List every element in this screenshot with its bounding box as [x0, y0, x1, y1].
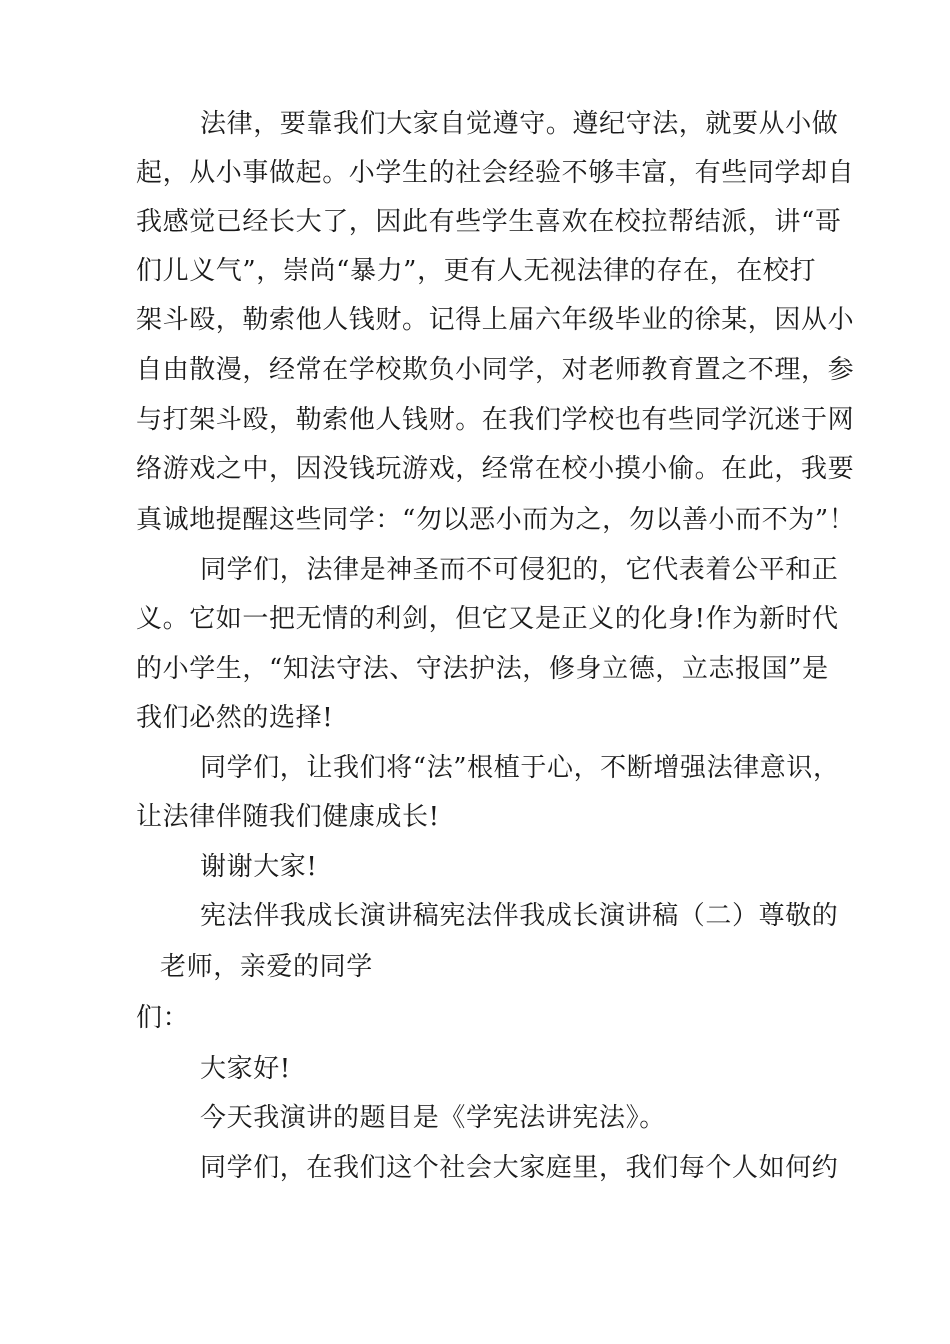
text-line: 让法律伴随我们健康成长! — [136, 802, 440, 832]
text-line: 宪法伴我成长演讲稿宪法伴我成长演讲稿（二）尊敬的 — [200, 901, 839, 931]
text-line: 们儿义气”，崇尚“暴力”，更有人无视法律的存在，在校打 — [136, 256, 817, 286]
text-line: 谢谢大家! — [200, 852, 318, 882]
text-line: 络游戏之中，因没钱玩游戏，经常在校小摸小偷。在此，我要 — [136, 454, 855, 484]
text-line: 今天我演讲的题目是《学宪法讲宪法》。 — [200, 1103, 666, 1133]
text-line: 同学们，法律是神圣而不可侵犯的，它代表着公平和正 — [200, 555, 839, 585]
text-line: 起，从小事做起。小学生的社会经验不够丰富，有些同学却自 — [136, 158, 855, 188]
text-line: 大家好! — [200, 1054, 291, 1084]
text-line: 法律，要靠我们大家自觉遵守。遵纪守法，就要从小做 — [200, 109, 839, 139]
text-line: 的小学生，“知法守法、守法护法，修身立德，立志报国”是 — [136, 654, 829, 684]
text-line: 与打架斗殴，勒索他人钱财。在我们学校也有些同学沉迷于网 — [136, 405, 855, 435]
text-line: 我们必然的选择! — [136, 703, 334, 733]
text-line: 同学们，让我们将“法”根植于心，不断增强法律意识， — [200, 753, 840, 783]
text-line: 同学们，在我们这个社会大家庭里，我们每个人如何约 — [200, 1153, 839, 1183]
text-line: 架斗殴，勒索他人钱财。记得上届六年级毕业的徐某，因从小 — [136, 305, 855, 335]
text-line: 我感觉已经长大了，因此有些学生喜欢在校拉帮结派，讲“哥 — [136, 207, 842, 237]
text-line: 义。它如一把无情的利剑，但它又是正义的化身!作为新时代 — [136, 604, 839, 634]
text-line: 们： — [136, 1003, 190, 1033]
text-line: 老师，亲爱的同学 — [160, 952, 373, 982]
text-line: 真诚地提醒这些同学：“勿以恶小而为之，勿以善小而不为”！ — [136, 505, 856, 535]
text-line: 自由散漫，经常在学校欺负小同学，对老师教育置之不理，参 — [136, 355, 855, 385]
